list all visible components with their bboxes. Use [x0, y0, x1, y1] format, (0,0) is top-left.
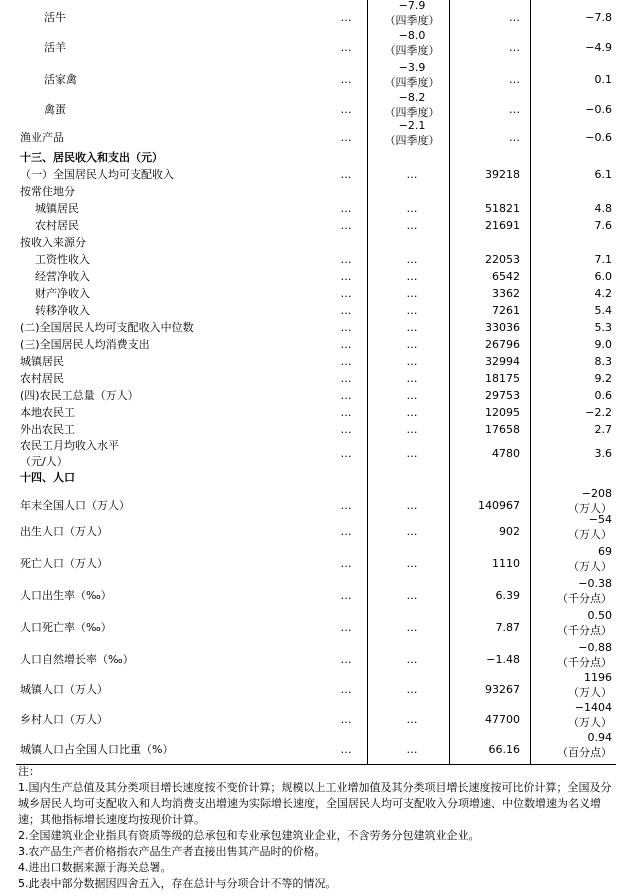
ellipsis-cell: …	[340, 219, 352, 232]
growth-value: −4.9	[585, 41, 612, 54]
row-label: 按常住地分	[20, 185, 75, 198]
value-cell: …	[509, 73, 520, 86]
column-divider	[449, 0, 450, 764]
growth-value: 4.8	[594, 202, 612, 215]
growth-value: −0.6	[585, 103, 612, 116]
ellipsis-cell: …	[340, 103, 352, 116]
growth-value: 6.0	[594, 270, 612, 283]
quarter-note: （四季度）	[384, 14, 440, 27]
growth-value: 0.50	[587, 609, 612, 622]
row-label: 十四、人口	[20, 471, 75, 484]
ellipsis-cell: …	[340, 304, 352, 317]
row-label-continued: （元/人）	[20, 455, 68, 468]
quarter-value: …	[406, 389, 418, 402]
row-label: 城镇人口（万人）	[20, 683, 108, 696]
column-divider	[530, 0, 531, 764]
row-label: 出生人口（万人）	[20, 525, 108, 538]
value-cell: 47700	[485, 713, 520, 726]
row-label: 财产净收入	[35, 287, 90, 300]
row-label: 活羊	[44, 41, 66, 54]
growth-unit: （万人）	[568, 686, 612, 699]
quarter-value: −3.9	[398, 61, 426, 74]
quarter-value: …	[406, 621, 418, 634]
row-label: (三)全国居民人均消费支出	[20, 338, 150, 351]
row-label: 禽蛋	[44, 103, 66, 116]
row-label: 人口出生率（‰）	[20, 589, 112, 602]
growth-value: 8.3	[594, 355, 612, 368]
growth-unit: （千分点）	[557, 656, 612, 669]
ellipsis-cell: …	[340, 557, 352, 570]
growth-value: −7.8	[585, 11, 612, 24]
row-label: 农村居民	[20, 372, 64, 385]
row-label: 农民工月均收入水平	[20, 439, 119, 452]
growth-unit: （千分点）	[557, 624, 612, 637]
growth-value: 6.1	[594, 168, 612, 181]
quarter-value: −8.2	[398, 91, 426, 104]
growth-value: 69	[598, 545, 612, 558]
quarter-value: …	[406, 499, 418, 512]
quarter-value: …	[406, 219, 418, 232]
value-cell: 902	[499, 525, 520, 538]
row-label: 外出农民工	[20, 423, 75, 436]
quarter-value: …	[406, 168, 418, 181]
growth-value: 1196	[584, 671, 612, 684]
note-1: 1.国内生产总值及其分类项目增长速度按不变价计算；规模以上工业增加值及其分类项目增长速度按可比价计算；全国及分城乡居民人均可支配收入和人均消费支出增速为实际增长速度，全国居民人均可支配收入分项增速、中位数增速为名义增速；其他指标增长速度均按现价计算。	[18, 781, 612, 826]
ellipsis-cell: …	[340, 202, 352, 215]
row-label: 十三、居民收入和支出（元）	[20, 151, 163, 164]
growth-value: −0.88	[578, 641, 612, 654]
ellipsis-cell: …	[340, 355, 352, 368]
row-label: 经营净收入	[35, 270, 90, 283]
ellipsis-cell: …	[340, 406, 352, 419]
ellipsis-cell: …	[340, 253, 352, 266]
value-cell: 1110	[492, 557, 520, 570]
growth-unit: （百分点）	[557, 746, 612, 759]
growth-value: 4.2	[594, 287, 612, 300]
growth-value: 2.7	[594, 423, 612, 436]
growth-unit: （万人）	[568, 502, 612, 515]
value-cell: …	[509, 11, 520, 24]
ellipsis-cell: …	[340, 389, 352, 402]
growth-unit: （万人）	[568, 716, 612, 729]
note-5: 5.此表中部分数据因四舍五入，存在总计与分项合计不等的情况。	[18, 877, 337, 890]
growth-value: −208	[581, 487, 612, 500]
growth-unit: （万人）	[568, 528, 612, 541]
growth-value: 9.0	[594, 338, 612, 351]
ellipsis-cell: …	[340, 423, 352, 436]
notes-title: 注：	[18, 765, 40, 778]
growth-value: 3.6	[594, 447, 612, 460]
table-row	[0, 545, 630, 584]
growth-value: −2.2	[585, 406, 612, 419]
value-cell: 7261	[492, 304, 520, 317]
ellipsis-cell: …	[340, 653, 352, 666]
value-cell: 21691	[485, 219, 520, 232]
value-cell: 12095	[485, 406, 520, 419]
quarter-value: …	[406, 447, 418, 460]
value-cell: 39218	[485, 168, 520, 181]
quarter-value: …	[406, 525, 418, 538]
quarter-note: （四季度）	[384, 76, 440, 89]
ellipsis-cell: …	[340, 621, 352, 634]
quarter-value: …	[406, 423, 418, 436]
ellipsis-cell: …	[340, 131, 352, 144]
quarter-value: …	[406, 557, 418, 570]
row-label: 人口自然增长率（‰）	[20, 653, 134, 666]
value-cell: 17658	[485, 423, 520, 436]
ellipsis-cell: …	[340, 287, 352, 300]
row-label: 工资性收入	[35, 253, 90, 266]
growth-value: 7.6	[594, 219, 612, 232]
value-cell: 26796	[485, 338, 520, 351]
row-label: 城镇居民	[35, 202, 79, 215]
row-label: 活牛	[44, 11, 66, 24]
row-label: 城镇居民	[20, 355, 64, 368]
quarter-value: …	[406, 270, 418, 283]
ellipsis-cell: …	[340, 168, 352, 181]
row-label: 乡村人口（万人）	[20, 713, 108, 726]
table-row	[0, 577, 630, 616]
ellipsis-cell: …	[340, 73, 352, 86]
ellipsis-cell: …	[340, 683, 352, 696]
value-cell: −1.48	[486, 653, 520, 666]
quarter-value: …	[406, 683, 418, 696]
growth-unit: （万人）	[568, 560, 612, 573]
value-cell: 22053	[485, 253, 520, 266]
ellipsis-cell: …	[340, 270, 352, 283]
value-cell: …	[509, 41, 520, 54]
quarter-value: −8.0	[398, 29, 426, 42]
row-label: （一）全国居民人均可支配收入	[20, 168, 174, 181]
quarter-value: …	[406, 372, 418, 385]
growth-value: 0.94	[587, 731, 612, 744]
quarter-value: …	[406, 253, 418, 266]
row-label: 农村居民	[35, 219, 79, 232]
value-cell: 33036	[485, 321, 520, 334]
quarter-note: （四季度）	[384, 106, 440, 119]
note-4: 4.进出口数据来源于海关总署。	[18, 861, 172, 874]
ellipsis-cell: …	[340, 525, 352, 538]
quarter-note: （四季度）	[384, 134, 440, 147]
row-label: 人口死亡率（‰）	[20, 621, 112, 634]
row-label: 转移净收入	[35, 304, 90, 317]
row-label: 活家禽	[44, 73, 77, 86]
row-label: 按收入来源分	[20, 236, 86, 249]
ellipsis-cell: …	[340, 743, 352, 756]
value-cell: 66.16	[488, 743, 520, 756]
growth-value: 9.2	[594, 372, 612, 385]
table-row	[0, 438, 630, 474]
growth-value: 5.3	[594, 321, 612, 334]
table-row	[0, 609, 630, 648]
quarter-value: …	[406, 338, 418, 351]
column-divider	[367, 0, 368, 764]
growth-value: −0.38	[578, 577, 612, 590]
ellipsis-cell: …	[340, 338, 352, 351]
ellipsis-cell: …	[340, 372, 352, 385]
quarter-value: …	[406, 743, 418, 756]
value-cell: 93267	[485, 683, 520, 696]
row-label: (二)全国居民人均可支配收入中位数	[20, 321, 194, 334]
quarter-value: …	[406, 321, 418, 334]
growth-value: 0.1	[594, 73, 612, 86]
value-cell: 6542	[492, 270, 520, 283]
growth-value: −54	[588, 513, 612, 526]
ellipsis-cell: …	[340, 713, 352, 726]
growth-value: 0.6	[594, 389, 612, 402]
value-cell: 29753	[485, 389, 520, 402]
value-cell: 7.87	[495, 621, 520, 634]
value-cell: 3362	[492, 287, 520, 300]
row-label: 年末全国人口（万人）	[20, 499, 130, 512]
ellipsis-cell: …	[340, 11, 352, 24]
quarter-value: …	[406, 589, 418, 602]
value-cell: 18175	[485, 372, 520, 385]
value-cell: 6.39	[495, 589, 520, 602]
quarter-value: …	[406, 355, 418, 368]
row-label: 本地农民工	[20, 406, 75, 419]
note-2: 2.全国建筑业企业指具有资质等级的总承包和专业承包建筑业企业，不含劳务分包建筑业企业。	[18, 829, 480, 842]
growth-value: 7.1	[594, 253, 612, 266]
quarter-value: …	[406, 713, 418, 726]
growth-unit: （千分点）	[557, 592, 612, 605]
table-row	[0, 513, 630, 552]
quarter-value: …	[406, 653, 418, 666]
ellipsis-cell: …	[340, 41, 352, 54]
quarter-note: （四季度）	[384, 44, 440, 57]
ellipsis-cell: …	[340, 447, 352, 460]
row-label: (四)农民工总量（万人）	[20, 389, 139, 402]
value-cell: …	[509, 103, 520, 116]
quarter-value: …	[406, 304, 418, 317]
quarter-value: −2.1	[398, 119, 426, 132]
ellipsis-cell: …	[340, 589, 352, 602]
quarter-value: …	[406, 406, 418, 419]
growth-value: 5.4	[594, 304, 612, 317]
note-3: 3.农产品生产者价格指农产品生产者直接出售其产品时的价格。	[18, 845, 326, 858]
value-cell: …	[509, 131, 520, 144]
value-cell: 4780	[492, 447, 520, 460]
quarter-value: −7.9	[398, 0, 426, 12]
row-label: 城镇人口占全国人口比重（%）	[20, 743, 174, 756]
row-label: 渔业产品	[20, 131, 64, 144]
value-cell: 51821	[485, 202, 520, 215]
ellipsis-cell: …	[340, 321, 352, 334]
table-row	[0, 29, 630, 68]
quarter-value: …	[406, 287, 418, 300]
row-label: 死亡人口（万人）	[20, 557, 108, 570]
growth-value: −1404	[574, 701, 612, 714]
table-notes	[18, 764, 618, 892]
ellipsis-cell: …	[340, 499, 352, 512]
quarter-value: …	[406, 202, 418, 215]
value-cell: 140967	[478, 499, 520, 512]
value-cell: 32994	[485, 355, 520, 368]
growth-value: −0.6	[585, 131, 612, 144]
